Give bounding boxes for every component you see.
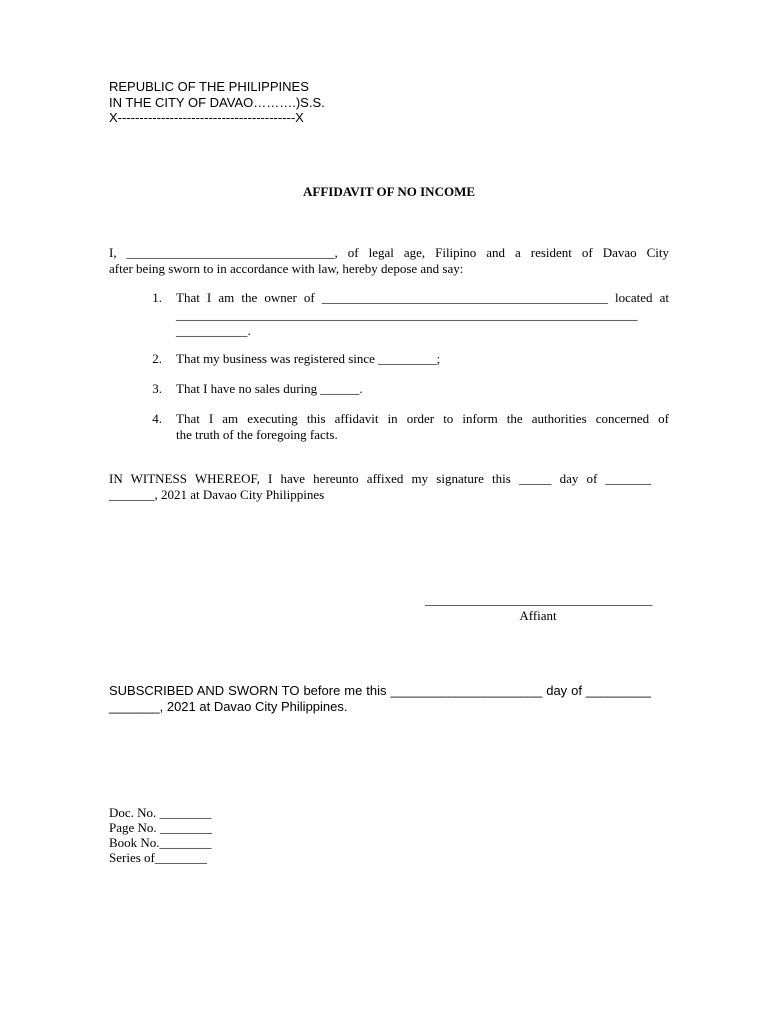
item-3-line-1: That I have no sales during ______. <box>176 381 363 396</box>
notary-page-no: Page No. ________ <box>109 820 212 835</box>
item-2-line-1: That my business was registered since _________; <box>176 351 441 366</box>
affiant-label: Affiant <box>519 608 557 623</box>
item-1-line-3: ___________. <box>176 323 251 338</box>
notary-doc-no: Doc. No. ________ <box>109 805 212 820</box>
intro-line-2: after being sworn to in accordance with law, hereby depose and say: <box>109 261 464 276</box>
subscribed-line-1: SUBSCRIBED AND SWORN TO before me this _____________________ day of _________ <box>109 683 651 698</box>
notary-book-no: Book No.________ <box>109 835 212 850</box>
notary-series: Series of________ <box>109 850 207 865</box>
item-4-number: 4. <box>152 411 162 426</box>
witness-line-1: IN WITNESS WHEREOF, I have hereunto affixed my signature this _____ day of _______ <box>109 471 651 486</box>
affiant-signature-line: ___________________________________ <box>425 592 653 607</box>
item-4-line-2: the truth of the foregoing facts. <box>176 427 338 442</box>
item-1-line-2: _______________________________________________________________________ <box>176 307 638 322</box>
item-1-number: 1. <box>152 290 162 305</box>
item-1-line-1: That I am the owner of ____________________________________________ located at <box>176 290 669 305</box>
header-city: IN THE CITY OF DAVAO……….)S.S. <box>109 95 325 110</box>
header-republic: REPUBLIC OF THE PHILIPPINES <box>109 79 309 94</box>
document-title: AFFIDAVIT OF NO INCOME <box>302 184 476 199</box>
item-4-line-1: That I am executing this affidavit in order to inform the authorities concerned of <box>176 411 669 426</box>
header-separator: X-----------------------------------------X <box>109 110 304 125</box>
item-3-number: 3. <box>152 381 162 396</box>
witness-line-2: _______, 2021 at Davao City Philippines <box>109 487 325 502</box>
intro-line-1: I, ________________________________, of legal age, Filipino and a resident of Davao City <box>109 245 669 260</box>
item-2-number: 2. <box>152 351 162 366</box>
subscribed-line-2: _______, 2021 at Davao City Philippines. <box>109 699 348 714</box>
